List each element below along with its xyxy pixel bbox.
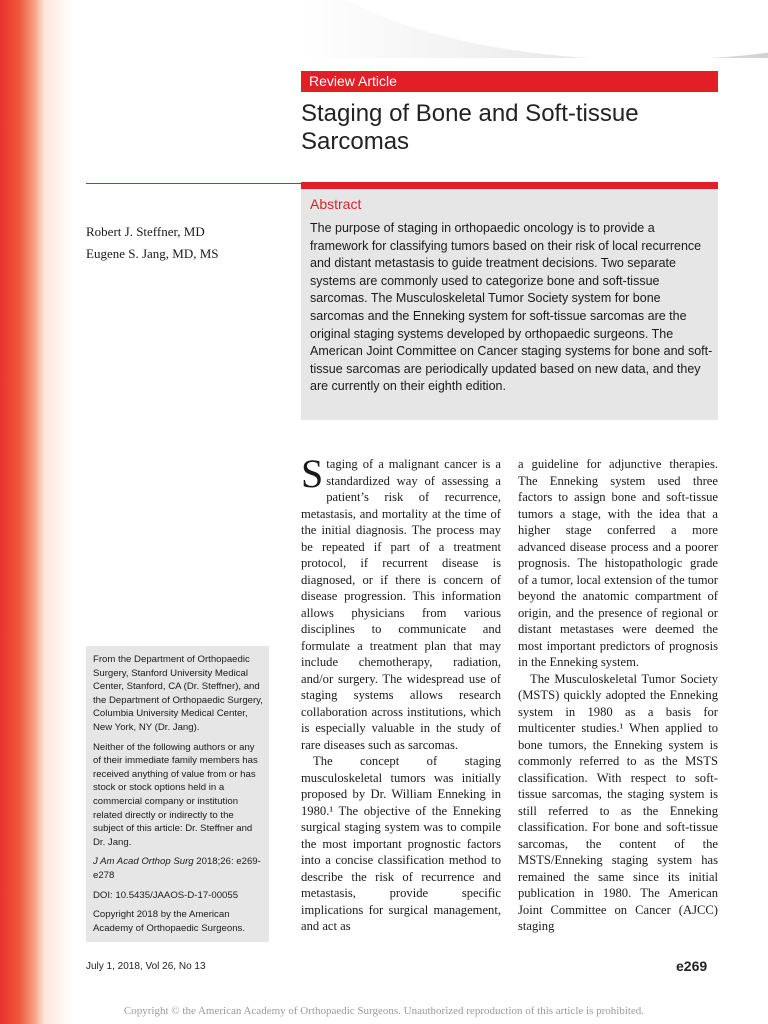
drop-cap: S <box>301 451 324 496</box>
body-paragraph-text: taging of a malignant cancer is a standardized way of assessing a patient’s risk of recurrence, metastasis, and mortality at the time of the initial diagnosis. The process may be repeated if part of a treatment protocol, if recurrent disease is diagnosed, or if there is concern of disease progression. This information allows physicians from various disciplines to communicate and formulate a treatment plan that may include chemotherapy, radiation, and/or surgery. The widespread use of staging systems allows research collaboration across institutions, which is especially valuable in the study of rare diseases such as sarcomas. <box>301 457 501 752</box>
copyright-note: Copyright 2018 by the American Academy of Orthopaedic Surgeons. <box>93 909 245 934</box>
issue-info: July 1, 2018, Vol 26, No 13 <box>86 961 206 972</box>
divider-right <box>301 182 718 189</box>
body-column-2 <box>518 456 718 935</box>
left-edge-fade <box>44 0 74 1024</box>
left-edge-decoration <box>0 0 44 1024</box>
section-label: Review Article <box>309 73 397 89</box>
disclosure-note: Neither of the following authors or any of their immediate family members has received anything of value from or has stock or stock options held in a commercial company or institution related directly or indirectly to the subject of this article: Dr. Steffner and Dr. Jang. <box>93 741 258 848</box>
doi: DOI: 10.5435/JAAOS-D-17-00055 <box>93 889 239 901</box>
body-paragraph: a guideline for adjunctive therapies. The Enneking system used three factors to assign bone and soft-tissue tumors a stage, with the idea that a higher stage conferred a more advanced disease process and a poorer prognosis. The histopathologic grade of a tumor, local extension of the tumor beyond the anatomic compartment of origin, and the presence of regional or distant metastases were deemed the most important predictors of prognosis in the Enneking system. <box>518 457 718 669</box>
affiliation-note: From the Department of Orthopaedic Surgery, Stanford University Medical Center, Stanford, CA (Dr. Steffner), and the Department of Orthopaedic Surgery, Columbia University Medical Center, New York, NY (Dr. Jang). <box>93 654 263 733</box>
copyright-footer: Copyright © the American Academy of Orthopaedic Surgeons. Unauthorized reproduction of this article is prohibited. <box>123 1005 645 1017</box>
page-number: e269 <box>676 958 708 974</box>
author-name: Eugene S. Jang, MD, MS <box>86 246 219 261</box>
citation <box>93 855 265 882</box>
article-info-box <box>86 646 269 942</box>
divider-left <box>86 183 301 184</box>
body-paragraph <box>301 451 501 753</box>
article-title: Staging of Bone and Soft-tissue Sarcomas <box>301 100 639 155</box>
abstract-heading: Abstract <box>310 196 362 212</box>
abstract-box <box>301 189 718 420</box>
author-list <box>86 221 219 265</box>
abstract-text: The purpose of staging in orthopaedic oncology is to provide a framework for classifying tumors based on their risk of local recurrence and distant metastasis to guide treatment decisions. Two separate systems are commonly used to categorize bone and soft-tissue sarcomas. The Musculoskeletal Tumor Society system for bone sarcomas and the Enneking system for soft-tissue sarcomas are the original staging systems developed by orthopaedic surgeons. The American Joint Committee on Cancer staging systems for bone and soft-tissue sarcomas are periodically updated based on new data, and they are currently on their eighth edition. <box>310 221 713 394</box>
body-paragraph: The Musculoskeletal Tumor Society (MSTS) quickly adopted the Enneking system in 1980 as a basis for multicenter studies.¹ When applied to bone tumors, the Enneking system is commonly referred to as the MSTS classification. With respect to soft-tissue sarcomas, the staging system is still referred to as the Enneking classification. For bone and soft-tissue sarcomas, the content of the MSTS/Enneking staging system has remained the same since its initial publication in 1980. The American Joint Committee on Cancer (AJCC) staging <box>518 671 718 933</box>
journal-name: J Am Acad Orthop Surg <box>93 856 194 868</box>
section-label-bar <box>301 71 718 92</box>
body-paragraph: The concept of staging musculoskeletal tumors was initially proposed by Dr. William Enneking in 1980.¹ The objective of the Enneking surgical staging system was to compile the most important prognostic factors into a concise classification method to describe the risk of recurrence and metastasis, provide specific implications for surgical management, and act as <box>301 754 501 933</box>
citation-details: 2018;26: e269-e278 <box>93 856 261 881</box>
body-column-1 <box>301 451 501 935</box>
author-name: Robert J. Steffner, MD <box>86 224 205 239</box>
